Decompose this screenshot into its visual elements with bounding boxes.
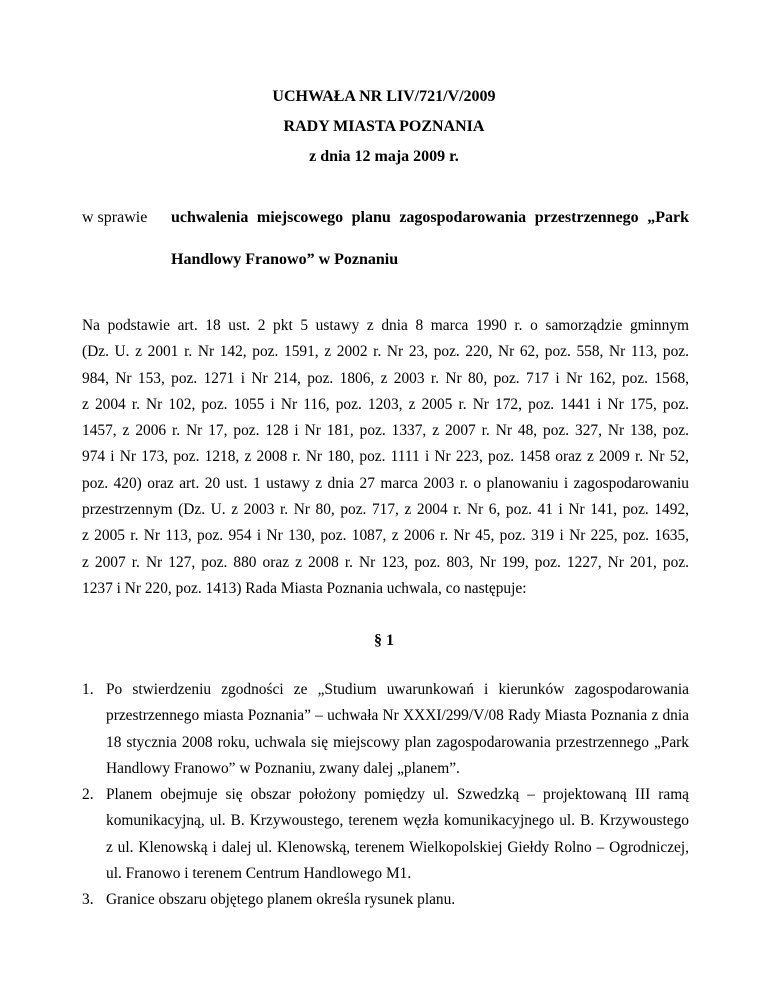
preamble-line: (Dz. U. z 2001 r. Nr 142, poz. 1591, z 2002 r. Nr 23, poz. 220, Nr 62, poz. 558, Nr 113, poz. [82, 343, 689, 361]
numbered-list [82, 680, 689, 917]
list-item-line: z ul. Klenowską i dalej ul. Klenowską, terenem Wielkopolskiej Giełdy Rolno – Ogrodniczej, [106, 838, 689, 856]
subject-block [82, 208, 689, 270]
title-resolution-number: UCHWAŁA NR LIV/721/V/2009 [272, 88, 496, 105]
preamble-line: 974 i Nr 173, poz. 1218, z 2008 r. Nr 180, poz. 1111 i Nr 223, poz. 1458 oraz z 2009 r. Nr 52, [82, 448, 689, 466]
list-item-line: Granice obszaru objętego planem określa rysunek planu. [106, 891, 456, 909]
list-item-line: Po stwierdzeniu zgodności ze „Studium uwarunkowań i kierunków zagospodarowania [106, 681, 689, 698]
preamble-line: z 2007 r. Nr 127, poz. 880 oraz z 2008 r. Nr 123, poz. 803, Nr 199, poz. 1227, Nr 201, poz. [82, 553, 689, 571]
subject-line-2: Handlowy Franowo” w Poznaniu [171, 251, 399, 268]
title-council-name: RADY MIASTA POZNANIA [283, 118, 485, 135]
list-item-line: Handlowy Franowo” w Poznaniu, zwany dalej „planem”. [106, 759, 460, 777]
subject-lead: w sprawie [82, 209, 148, 226]
preamble-line: poz. 420) oraz art. 20 ust. 1 ustawy z dnia 27 marca 2003 r. o planowaniu i zagospodarowaniu [82, 474, 689, 492]
list-item-line: ul. Franowo i terenem Centrum Handlowego M1. [106, 865, 412, 883]
list-item-line: przestrzennego miasta Poznania” – uchwała Nr XXXI/299/V/08 Rady Miasta Poznania z dnia [106, 707, 689, 725]
preamble-line: 1457, z 2006 r. Nr 17, poz. 128 i Nr 181, poz. 1337, z 2007 r. Nr 48, poz. 327, Nr 138, poz. [82, 422, 689, 440]
preamble-line: przestrzennym (Dz. U. z 2003 r. Nr 80, poz. 717, z 2004 r. Nr 6, poz. 41 i Nr 141, poz. 1492, [82, 501, 689, 519]
list-item-line: komunikacyjną, ul. B. Krzywoustego, terenem węzła komunikacyjnego ul. B. Krzywoustego [106, 812, 689, 830]
preamble-paragraph [82, 316, 689, 605]
preamble-line: z 2005 r. Nr 113, poz. 954 i Nr 130, poz. 1087, z 2006 r. Nr 45, poz. 319 i Nr 225, poz. 1635, [82, 527, 689, 545]
preamble-line: 1237 i Nr 220, poz. 1413) Rada Miasta Poznania uchwala, co następuje: [82, 579, 527, 597]
list-item-2 [82, 785, 689, 890]
list-item-number: 3. [82, 891, 94, 909]
list-item-line: 18 stycznia 2008 roku, uchwala się miejscowy plan zagospodarowania przestrzennego „Park [106, 733, 689, 751]
list-item-1 [82, 680, 689, 785]
preamble-line: 984, Nr 153, poz. 1271 i Nr 214, poz. 1806, z 2003 r. Nr 80, poz. 717 i Nr 162, poz. 1568, [82, 369, 689, 387]
document-title [0, 84, 768, 170]
subject-line-1: uchwalenia miejscowego planu zagospodarowania przestrzennego „Park [171, 209, 689, 226]
list-item-number: 1. [82, 681, 94, 698]
title-date: z dnia 12 maja 2009 r. [309, 148, 459, 165]
preamble-line: z 2004 r. Nr 102, poz. 1055 i Nr 116, poz. 1203, z 2005 r. Nr 172, poz. 1441 i Nr 175, poz. [82, 395, 689, 413]
preamble-line: Na podstawie art. 18 ust. 2 pkt 5 ustawy z dnia 8 marca 1990 r. o samorządzie gminnym [82, 317, 689, 334]
section-heading: § 1 [374, 632, 394, 649]
list-item-line: Planem obejmuje się obszar położony pomiędzy ul. Szwedzką – projektowaną III ramą [106, 786, 689, 804]
list-item-number: 2. [82, 786, 94, 804]
list-item-3 [82, 890, 689, 916]
